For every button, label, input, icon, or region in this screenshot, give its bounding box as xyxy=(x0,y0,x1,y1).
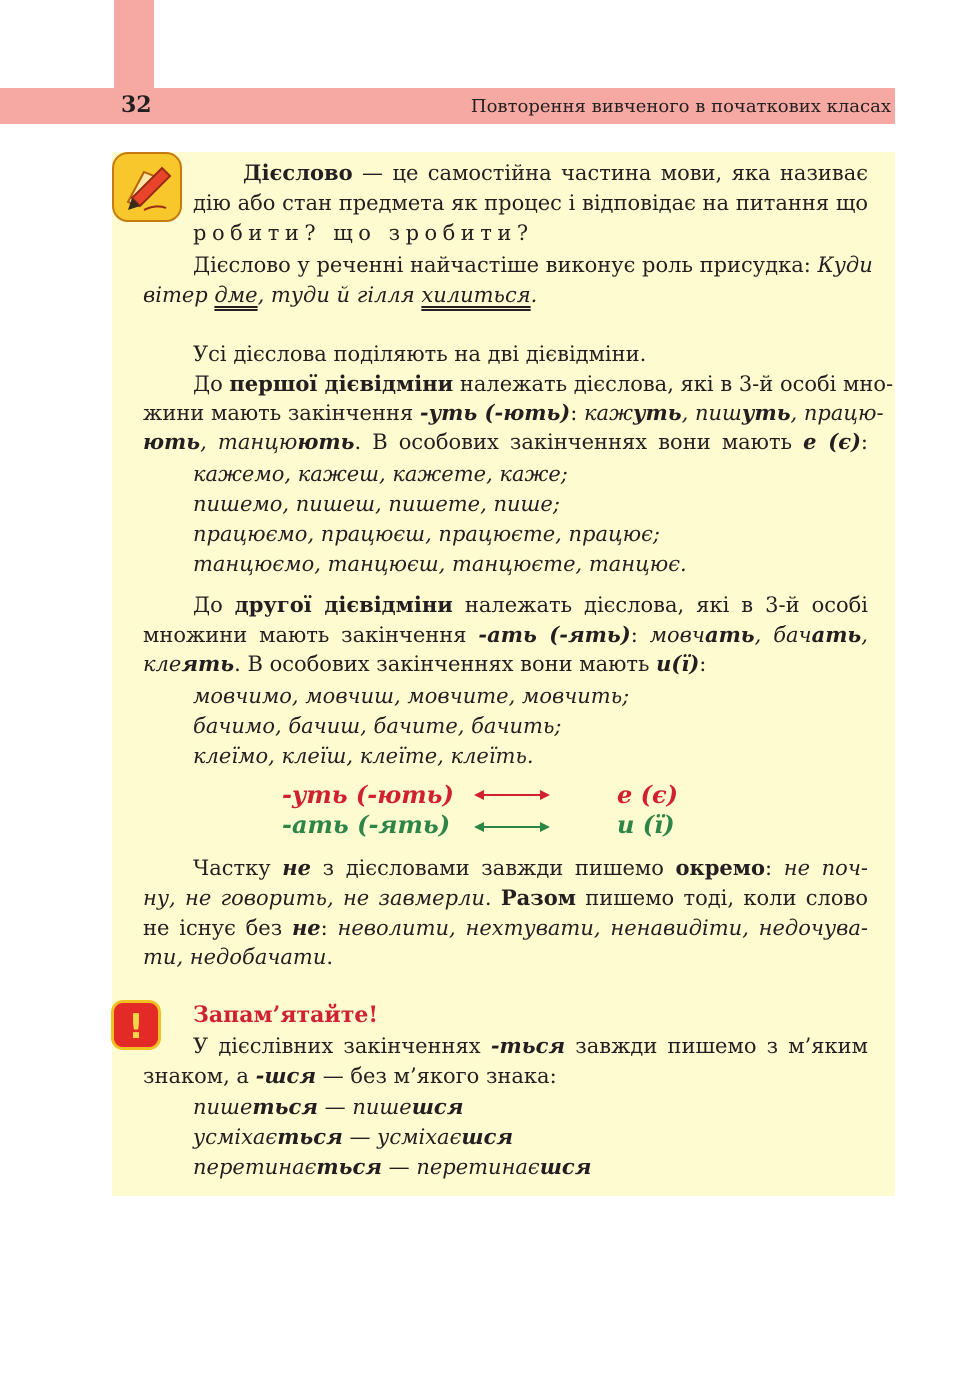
scheme-ending-second: -ать (-ять) xyxy=(282,810,451,839)
predicate-2: хилиться xyxy=(421,283,531,307)
definition-line-4: Дієслово у реченні найчастіше виконує роль присудка: Куди xyxy=(193,253,873,277)
definition-line-5: вітер дме, туди й гілля хилиться. xyxy=(143,283,538,307)
particle-ne-line-1: Частку не з дієсловами завжди пишемо окремо: не поч- xyxy=(193,855,868,880)
double-arrow-icon xyxy=(474,820,550,834)
first-conj-example-1: кажемо, кажеш, кажете, каже; xyxy=(193,462,568,486)
remember-title: Запам’ятайте! xyxy=(193,1002,378,1028)
exclamation-icon: ! xyxy=(111,1000,161,1050)
definition-line-1: Дієслово — це самостійна частина мови, яка називає xyxy=(243,160,868,185)
definition-line-3: робити? що зробити? xyxy=(193,221,534,245)
term-dieslovo: Дієслово xyxy=(243,160,353,185)
remember-example-1: пишеться — пишешся xyxy=(193,1094,464,1119)
first-conj-line-2: жини мають закінчення -уть (-ють): кажуть, пишуть, працю- xyxy=(143,400,884,425)
definition-line-2: дію або стан предмета як процес і відповідає на питання що xyxy=(193,191,868,215)
particle-ne-line-4: ти, недобачати. xyxy=(143,945,334,969)
header-tab-strip xyxy=(114,0,154,88)
conjugations-intro: Усі дієслова поділяють на дві дієвідміни. xyxy=(193,342,647,366)
second-conj-line-3: клеять. В особових закінченнях вони мають и(ї): xyxy=(143,651,707,676)
scheme-ending-first: -уть (-ють) xyxy=(282,780,454,809)
predicate-1: дме xyxy=(214,283,258,307)
scheme-vowel-first: е (є) xyxy=(617,780,678,809)
running-title: Повторення вивченого в початкових класах xyxy=(470,96,891,117)
double-arrow-icon xyxy=(474,788,550,802)
first-conj-line-3: ють, танцюють. В особових закінченнях вони мають е (є): xyxy=(143,429,868,454)
first-conj-example-2: пишемо, пишеш, пишете, пише; xyxy=(193,492,560,516)
pen-edit-icon xyxy=(112,152,182,222)
first-conj-line-1: До першої дієвідміни належать дієслова, які в 3-й особі мно- xyxy=(193,371,894,396)
first-conj-example-3: працюємо, працюєш, працюєте, працює; xyxy=(193,522,660,546)
remember-line-2: знаком, а -шся — без м’якого знака: xyxy=(143,1063,557,1088)
remember-example-3: перетинається — перетинаєшся xyxy=(193,1154,592,1179)
scheme-vowel-second: и (ї) xyxy=(617,810,675,839)
particle-ne-line-3: не існує без не: неволити, нехтувати, ненавидіти, недочува- xyxy=(143,915,868,940)
second-conj-example-3: клеїмо, клеїш, клеїте, клеїть. xyxy=(193,744,534,768)
second-conj-example-1: мовчимо, мовчиш, мовчите, мовчить; xyxy=(193,684,630,708)
particle-ne-line-2: ну, не говорить, не завмерли. Разом пишемо тоді, коли слово xyxy=(143,885,868,910)
second-conj-line-2: множини мають закінчення -ать (-ять): мовчать, бачать, xyxy=(143,622,868,647)
first-conj-example-4: танцюємо, танцюєш, танцюєте, танцює. xyxy=(193,552,687,576)
second-conj-example-2: бачимо, бачиш, бачите, бачить; xyxy=(193,714,562,738)
remember-example-2: усміхається — усміхаєшся xyxy=(193,1124,514,1149)
second-conj-line-1: До другої дієвідміни належать дієслова, які в 3-й особі xyxy=(193,592,868,617)
page-number: 32 xyxy=(121,92,152,118)
remember-line-1: У дієслівних закінченнях -ться завжди пишемо з м’яким xyxy=(193,1033,868,1058)
